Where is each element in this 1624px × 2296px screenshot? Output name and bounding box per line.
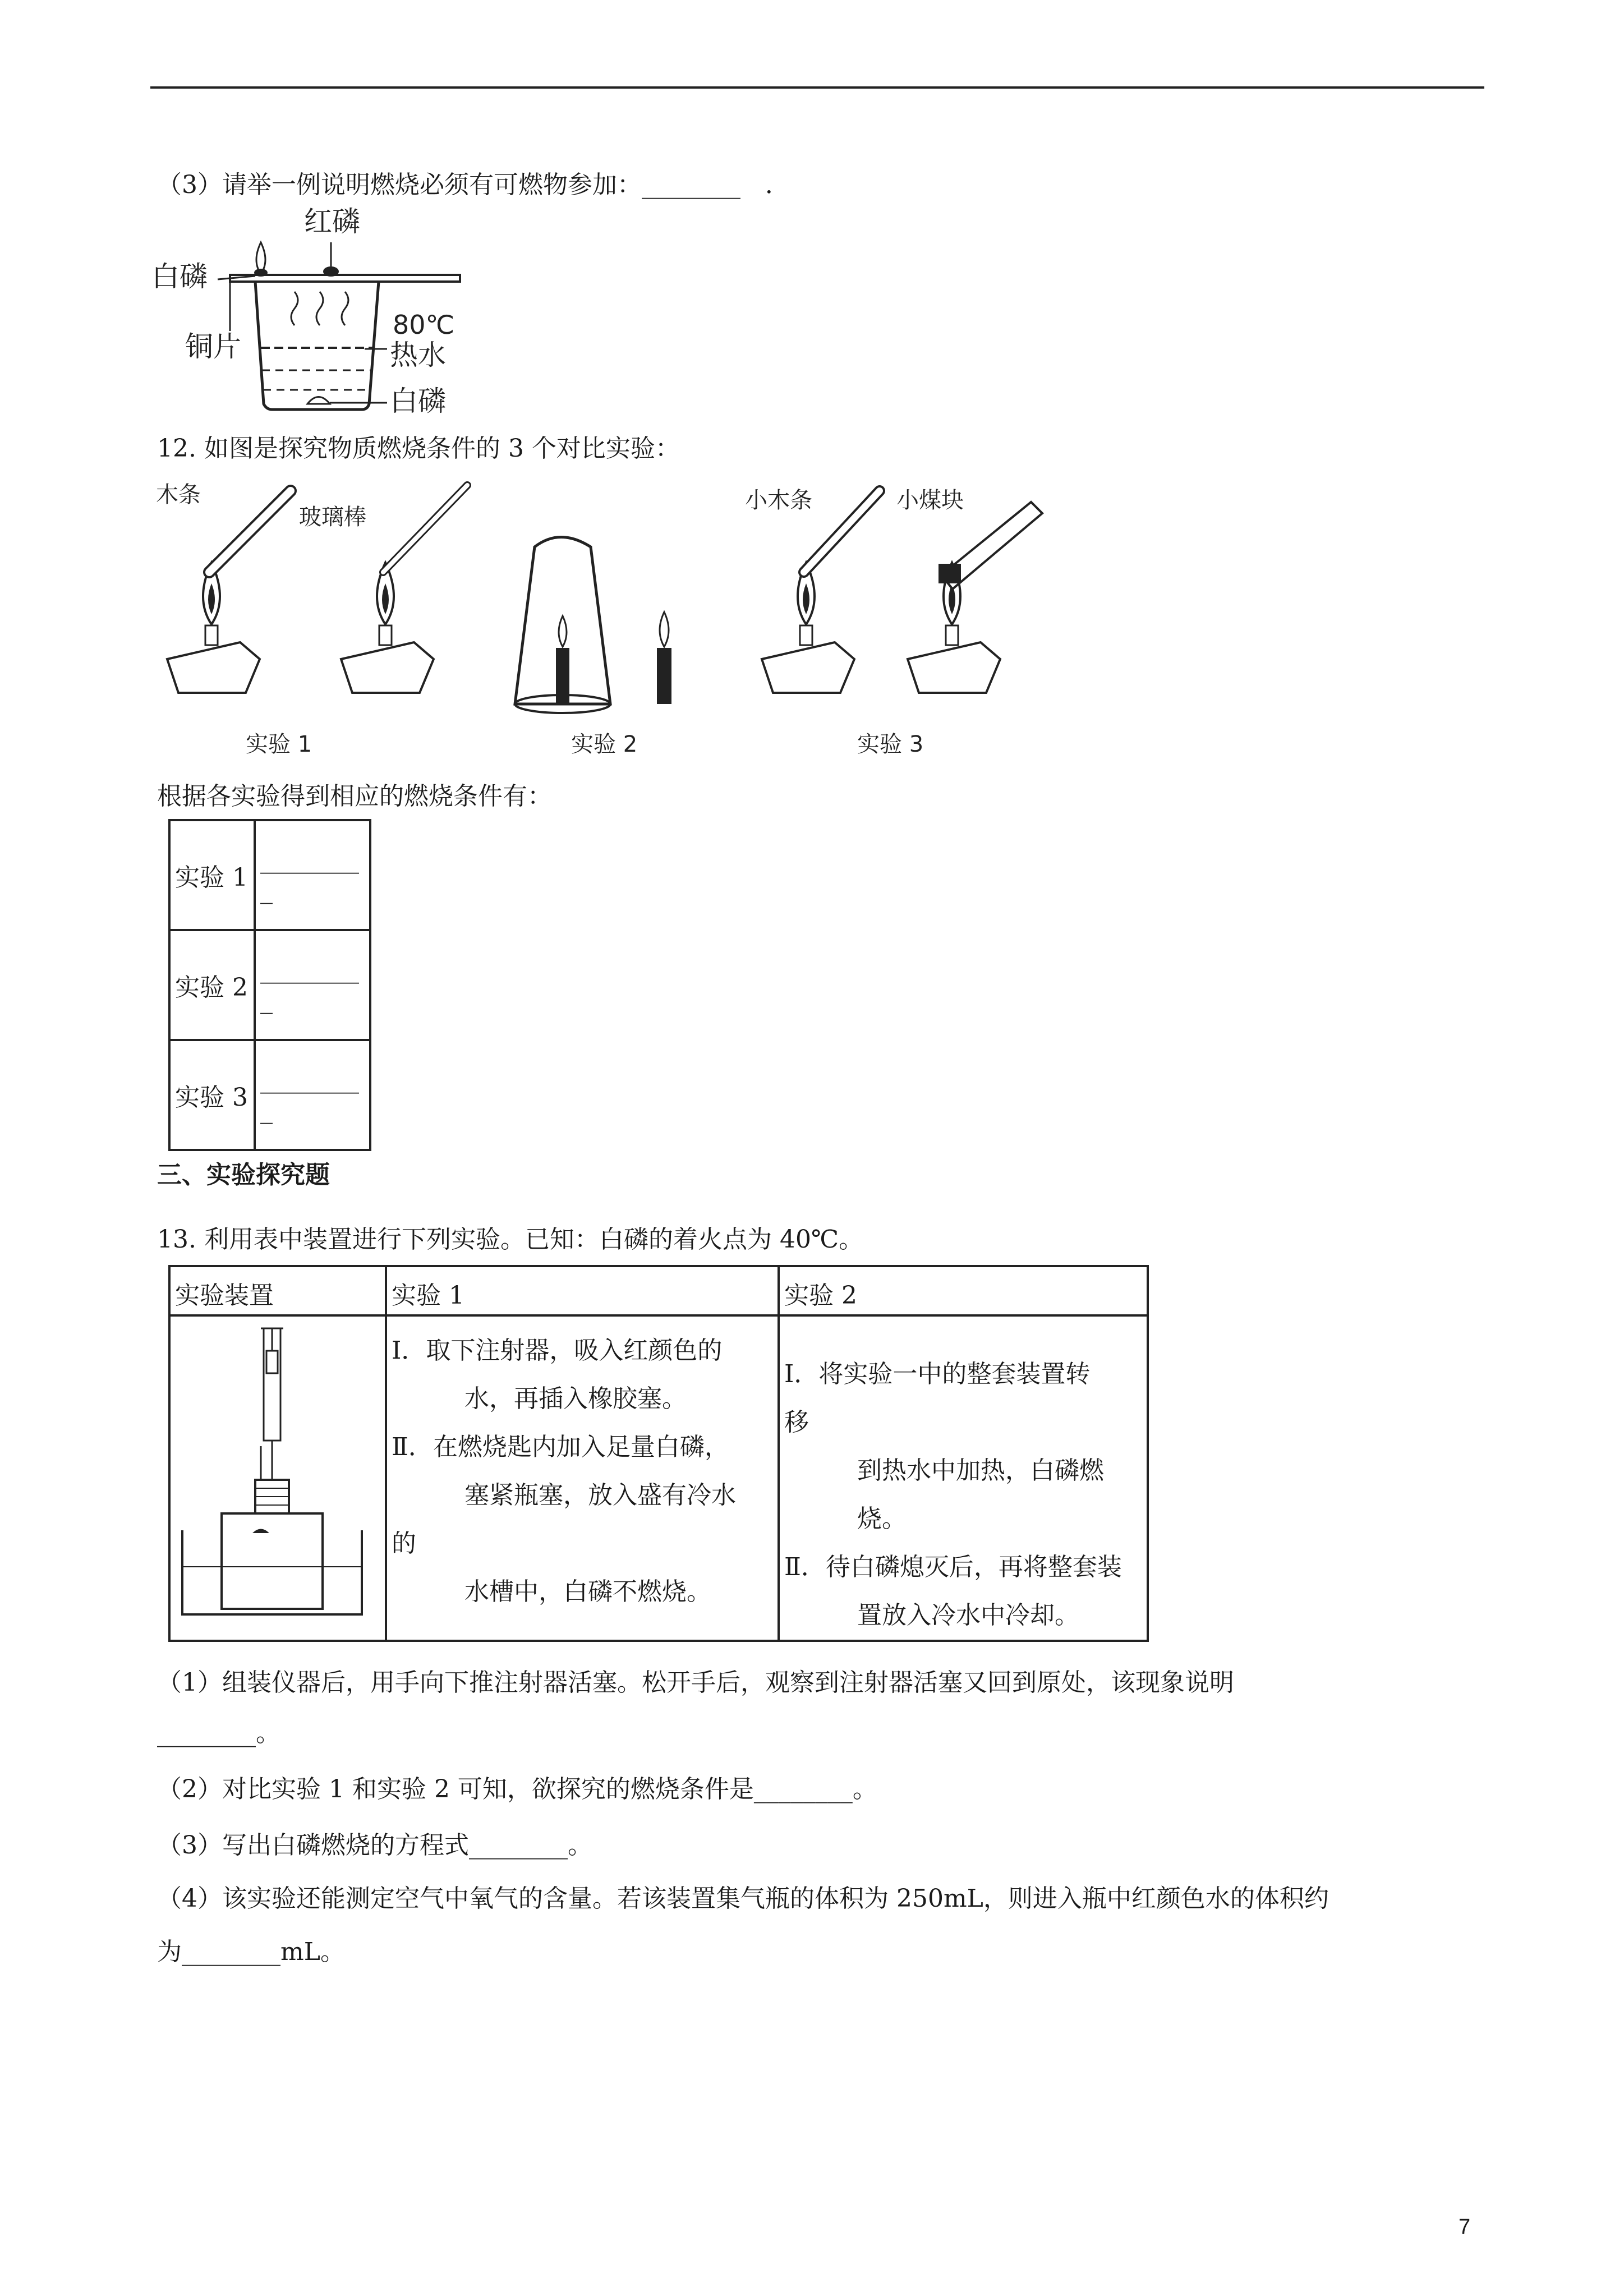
q13-experiment-table [168, 1265, 1149, 1642]
label-white-phosphorus-bottom: 白磷 [390, 385, 446, 417]
exp1-steps: Ⅰ．取下注射器，吸入红颜色的 水，再插入橡胶塞。 Ⅱ．在燃烧匙内加入足量白磷， 塞紧瓶塞，放入盛有冷水 的 水槽中，白磷不燃烧。 [386, 1315, 779, 1641]
header-exp2: 实验 2 [779, 1266, 1148, 1315]
table-row [169, 820, 370, 930]
q13-part4-b: 为________mL。 [157, 1938, 345, 1966]
syringe-bottle-apparatus [171, 1317, 373, 1631]
alcohol-lamp-1a [167, 563, 260, 693]
answer-blank: ________ _ [255, 1040, 370, 1150]
label-red-phosphorus: 红磷 [304, 205, 360, 238]
page-number: 7 [1459, 2215, 1471, 2239]
row-label: 实验 2 [169, 930, 255, 1040]
alcohol-lamp-1b [341, 563, 434, 693]
answer-blank: ________ _ [255, 820, 370, 930]
svg-text:实验 2: 实验 2 [571, 731, 638, 757]
svg-text:小煤块: 小煤块 [896, 487, 964, 513]
svg-text:玻璃棒: 玻璃棒 [299, 504, 366, 530]
q12-answer-table [168, 819, 371, 1151]
q13-part1-a: （1）组装仪器后，用手向下推注射器活塞。松开手后，观察到注射器活塞又回到原处，该现象说明 [157, 1668, 1234, 1697]
q13-part3: （3）写出白磷燃烧的方程式________。 [157, 1831, 592, 1860]
alcohol-lamp-3a [762, 563, 854, 693]
q12-intro: 12. 如图是探究物质燃烧条件的 3 个对比实验： [157, 434, 680, 463]
open-candle [657, 612, 671, 704]
red-phosphorus-dot [323, 266, 339, 277]
three-experiments-figure [156, 480, 1065, 760]
row-label: 实验 1 [169, 820, 255, 930]
q13-part2: （2）对比实验 1 和实验 2 可知，欲探究的燃烧条件是________。 [157, 1775, 877, 1803]
table-row [169, 1040, 370, 1150]
section-title: 三、实验探究题 [157, 1161, 330, 1189]
header-apparatus: 实验装置 [169, 1266, 386, 1315]
label-temperature: 80℃ [393, 310, 455, 340]
svg-text:实验 3: 实验 3 [857, 731, 924, 757]
beaker-over-candle [515, 537, 610, 714]
q13-part4-a: （4）该实验还能测定空气中氧气的含量。若该装置集气瓶的体积为 250mL，则进入瓶中红颜色水的体积约 [157, 1884, 1329, 1913]
q13-intro: 13. 利用表中装置进行下列实验。已知：白磷的着火点为 40℃。 [157, 1225, 864, 1254]
label-white-phosphorus-top: 白磷 [151, 260, 208, 293]
table-row [169, 930, 370, 1040]
q12-prompt: 根据各实验得到相应的燃烧条件有： [157, 782, 552, 811]
header-rule [150, 86, 1484, 89]
header-exp1: 实验 1 [386, 1266, 779, 1315]
answer-blank: ________ _ [255, 930, 370, 1040]
row-label: 实验 3 [169, 1040, 255, 1150]
combustion-apparatus-figure [151, 202, 499, 426]
q11-part3-text: （3）请举一例说明燃烧必须有可燃物参加：________ ． [157, 171, 790, 199]
svg-text:木条: 木条 [156, 482, 201, 508]
label-copper-sheet: 铜片 [185, 330, 241, 363]
svg-text:小木条: 小木条 [745, 487, 812, 513]
q13-part1-b: ________。 [157, 1719, 280, 1747]
apparatus-cell [169, 1315, 386, 1641]
exp2-steps: Ⅰ．将实验一中的整套装置转 移 到热水中加热，白磷燃烧。 Ⅱ．待白磷熄灭后，再将整套装 置放入冷水中冷却。 [779, 1315, 1148, 1641]
label-hot-water: 热水 [390, 339, 446, 371]
svg-text:实验 1: 实验 1 [246, 731, 312, 757]
